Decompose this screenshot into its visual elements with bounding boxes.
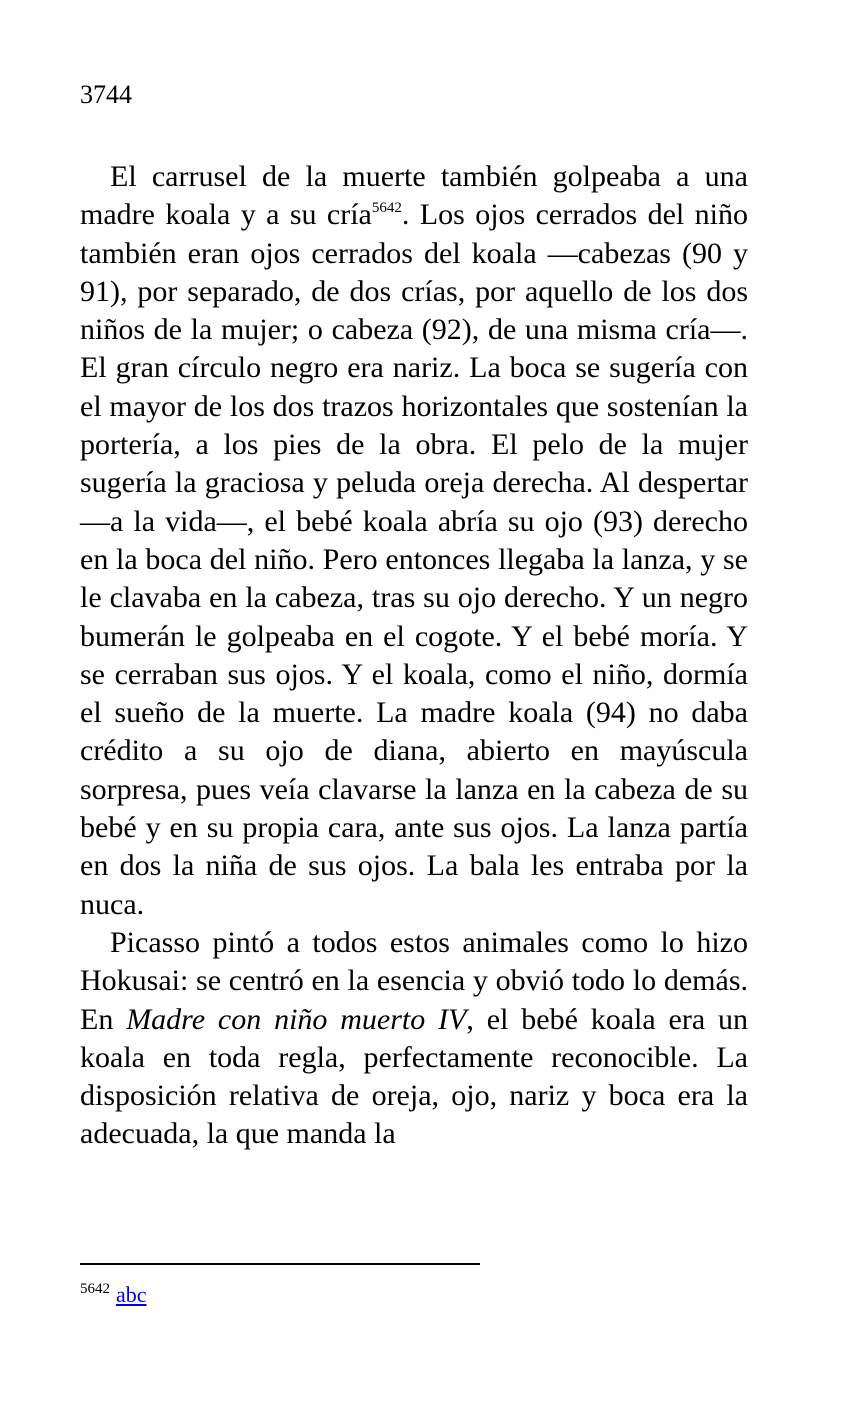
paragraph-2-text-start: Picasso pintó a todos estos animales como lo hizo Hokusai: se centró en la esencia y obvió todo lo demás. En (80, 925, 748, 1036)
paragraph-2 (80, 924, 748, 1154)
footnote-reference[interactable]: 5642 (371, 200, 402, 217)
paragraph-1 (80, 158, 748, 924)
footnote-separator (80, 1263, 480, 1265)
paragraph-1-text-start: El carrusel de la muerte también golpeaba a una madre koala y a su cría (80, 160, 748, 232)
footnote-number: 5642 (80, 1281, 110, 1297)
artwork-title: Madre con niño muerto IV (126, 1002, 467, 1036)
page-number: 3744 (80, 80, 132, 109)
paragraph-2-text-end: , el bebé koala era un koala en toda regla, perfectamente reconocible. La disposición relativa de oreja, ojo, nariz y boca era la adecuada, la que manda la (80, 1002, 749, 1151)
paragraph-1-text-end: . Los ojos cerrados del niño también eran ojos cerrados del koala ―cabezas (90 y 91), por separado, de dos crías, por aquello de los dos niños de la mujer; o cabeza (92), de una misma cría―. El gran círculo negro era nariz. La boca se sugería con el mayor de los dos trazos horizontales que sostenían la portería, a los pies de la obra. El pelo de la mujer sugería la graciosa y peluda oreja derecha. Al despertar ―a la vida―, el bebé koala abría su ojo (93) derecho en la boca del niño. Pero entonces llegaba la lanza, y se le clavaba en la cabeza, tras su ojo derecho. Y un negro bumerán le golpeaba en el cogote. Y el bebé moría. Y se cerraban sus ojos. Y el koala, como el niño, dormía el sueño de la muerte. La madre koala (94) no daba crédito a su ojo de diana, abierto en mayúscula sorpresa, pues veía clavarse la lanza en la cabeza de su bebé y en su propia cara, ante sus ojos. La lanza partía en dos la niña de sus ojos. La bala les entraba por la nuca. (80, 198, 748, 921)
footnote-link[interactable]: abc (116, 1282, 147, 1307)
footnote (80, 1280, 147, 1310)
body-text (80, 158, 748, 1154)
